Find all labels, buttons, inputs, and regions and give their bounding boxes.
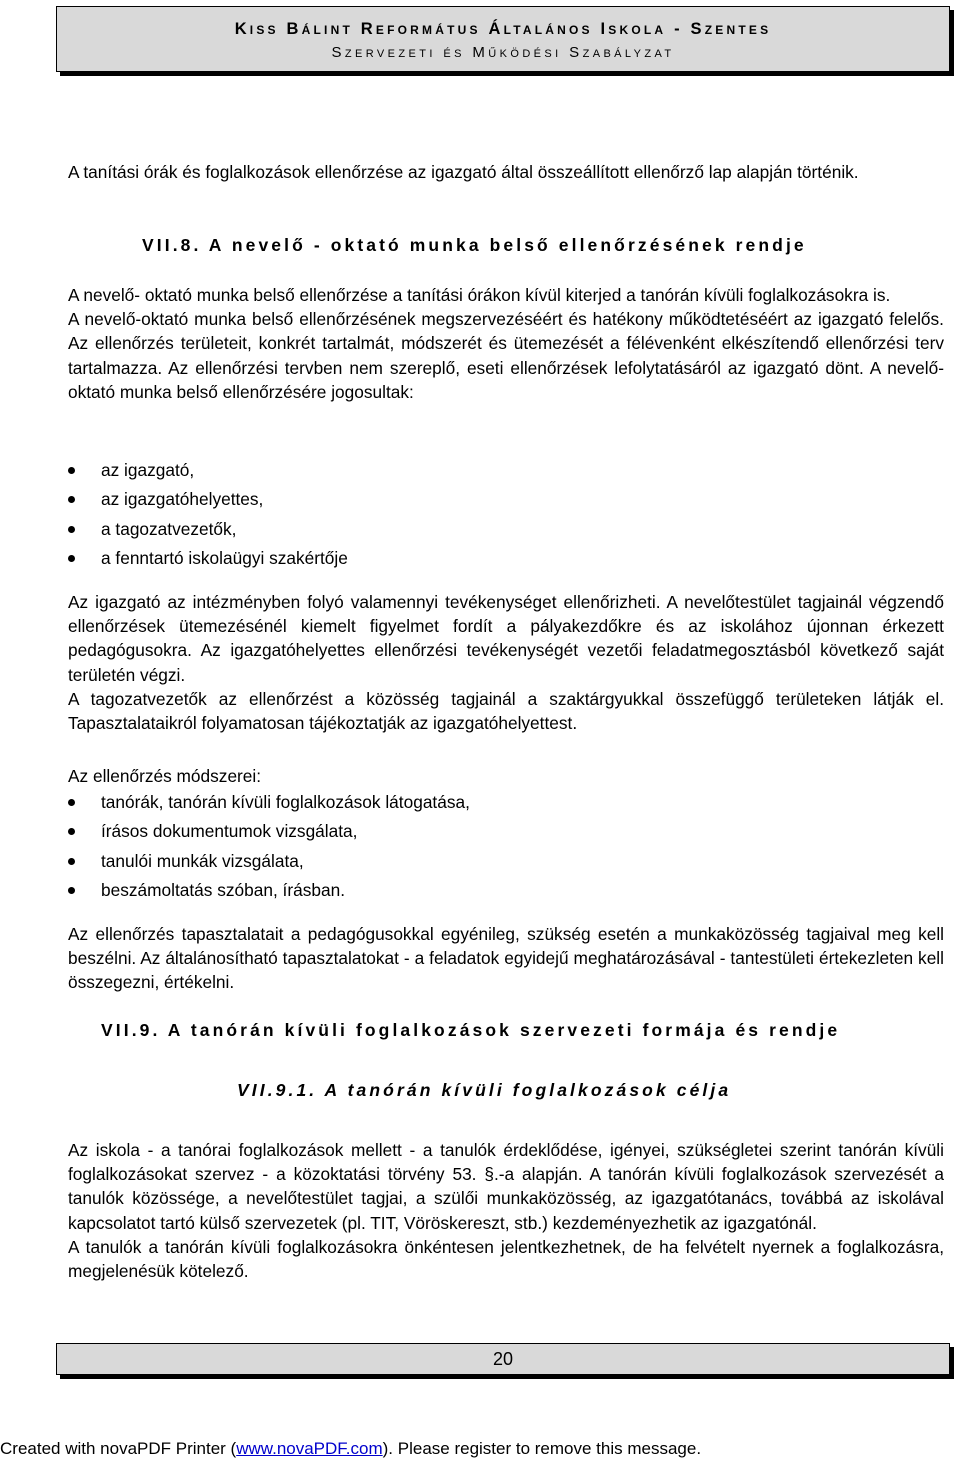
list-item: tanórák, tanórán kívüli foglalkozások látogatása,: [68, 788, 944, 817]
list-item: tanulói munkák vizsgálata,: [68, 847, 944, 876]
list-item: a tagozatvezetők,: [68, 515, 944, 544]
bullet-icon: [68, 887, 75, 894]
methods-list: [68, 788, 944, 905]
section-vii8-body-3: [68, 922, 944, 995]
paragraph: A nevelő- oktató munka belső ellenőrzése a tanítási órákon kívül kiterjed a tanórán kívüli foglalkozásokra is.: [68, 285, 891, 305]
entitled-list: [68, 456, 944, 573]
list-item: az igazgató,: [68, 456, 944, 485]
list-item: az igazgatóhelyettes,: [68, 485, 944, 514]
paragraph: A tagozatvezetők az ellenőrzést a közösség tagjainál a szaktárgyukkal összefüggő területeken látják el. Tapasztalataikról folyamatosan tájékoztatják az igazgatóhelyettest.: [68, 688, 944, 734]
bullet-icon: [68, 526, 75, 533]
novapdf-link[interactable]: www.novaPDF.com: [236, 1439, 383, 1458]
bullet-icon: [68, 828, 75, 835]
page-footer: [56, 1343, 950, 1375]
list-item: írásos dokumentumok vizsgálata,: [68, 817, 944, 846]
paragraph: Az igazgató az intézményben folyó valamennyi tevékenységet ellenőrizheti. A nevelőtestület tagjainál végzendő ellenőrzések ütemezésénél kiemelt figyelmet fordít a pályakezdőkre és az iskolához újonnan érkezett pedagógusokra. Az igazgatóhelyettes ellenőrzési tevékenységét vezetői feladatmegosztásból következő saját területén végzi.: [68, 592, 944, 685]
bullet-icon: [68, 555, 75, 562]
section-heading-vii9: VII.9. A tanórán kívüli foglalkozások szervezeti formája és rendje: [101, 1020, 841, 1040]
paragraph: Az ellenőrzés tapasztalatait a pedagógusokkal egyénileg, szükség esetén a munkaközösség tagjaival meg kell beszélni. Az általánosítható tapasztalatokat - a feladatok egyidejű meghatározásával - tantestületi értekezleten kell összegezni, értékelni.: [68, 924, 944, 993]
novapdf-watermark: Created with novaPDF Printer (www.novaPDF.com). Please register to remove this message.: [0, 1439, 702, 1458]
bullet-icon: [68, 858, 75, 865]
section-vii9-body: [68, 1138, 944, 1283]
paragraph: A nevelő-oktató munka belső ellenőrzésének megszervezéséért és hatékony működtetéséért az igazgató felelős. Az ellenőrzés területeit, konkrét tartalmát, módszerét és ütemezését a félévenként elkészítendő ellenőrzési terv tartalmazza. Az ellenőrzési tervben nem szereplő, eseti ellenőrzések lefolytatásáról az igazgató dönt. A nevelő-oktató munka belső ellenőrzésére jogosultak:: [68, 309, 944, 402]
page-header: [56, 6, 950, 72]
subsection-heading-vii9-1: VII.9.1. A tanórán kívüli foglalkozások célja: [237, 1080, 732, 1100]
section-vii8-body-2: [68, 590, 944, 735]
intro-paragraph: A tanítási órák és foglalkozások ellenőrzése az igazgató által összeállított ellenőrző lap alapján történik.: [68, 162, 859, 182]
school-name: Kiss Bálint Református Általános Iskola - Szentes: [234, 20, 772, 38]
paragraph: A tanulók a tanórán kívüli foglalkozásokra önkéntesen jelentkezhetnek, de ha felvételt nyernek a foglalkozásra, megjelenésük kötelező.: [68, 1236, 944, 1282]
methods-intro: Az ellenőrzés módszerei:: [68, 766, 262, 786]
bullet-icon: [68, 496, 75, 503]
section-vii8-body: [68, 283, 944, 404]
document-title: Szervezeti és Működési Szabályzat: [331, 44, 675, 61]
page-number: 20: [492, 1349, 514, 1369]
bullet-icon: [68, 799, 75, 806]
list-item: beszámoltatás szóban, írásban.: [68, 876, 944, 905]
section-heading-vii8: VII.8. A nevelő - oktató munka belső ellenőrzésének rendje: [142, 235, 807, 255]
list-item: a fenntartó iskolaügyi szakértője: [68, 544, 944, 573]
bullet-icon: [68, 467, 75, 474]
paragraph: Az iskola - a tanórai foglalkozások mellett - a tanulók érdeklődése, igényei, szükségletei szerint tanórán kívüli foglalkozásokat szervez - a közoktatási törvény 53. §.-a alapján. A tanórán kívüli foglalkozások szervezését a tanulók közössége, a nevelőtestület tagjai, a szülői munkaközösség, az igazgatótanács, továbbá az iskolával kapcsolatot tartó külső szervezetek (pl. TIT, Vöröskereszt, stb.) kezdeményezhetik az igazgatónál.: [68, 1140, 944, 1233]
